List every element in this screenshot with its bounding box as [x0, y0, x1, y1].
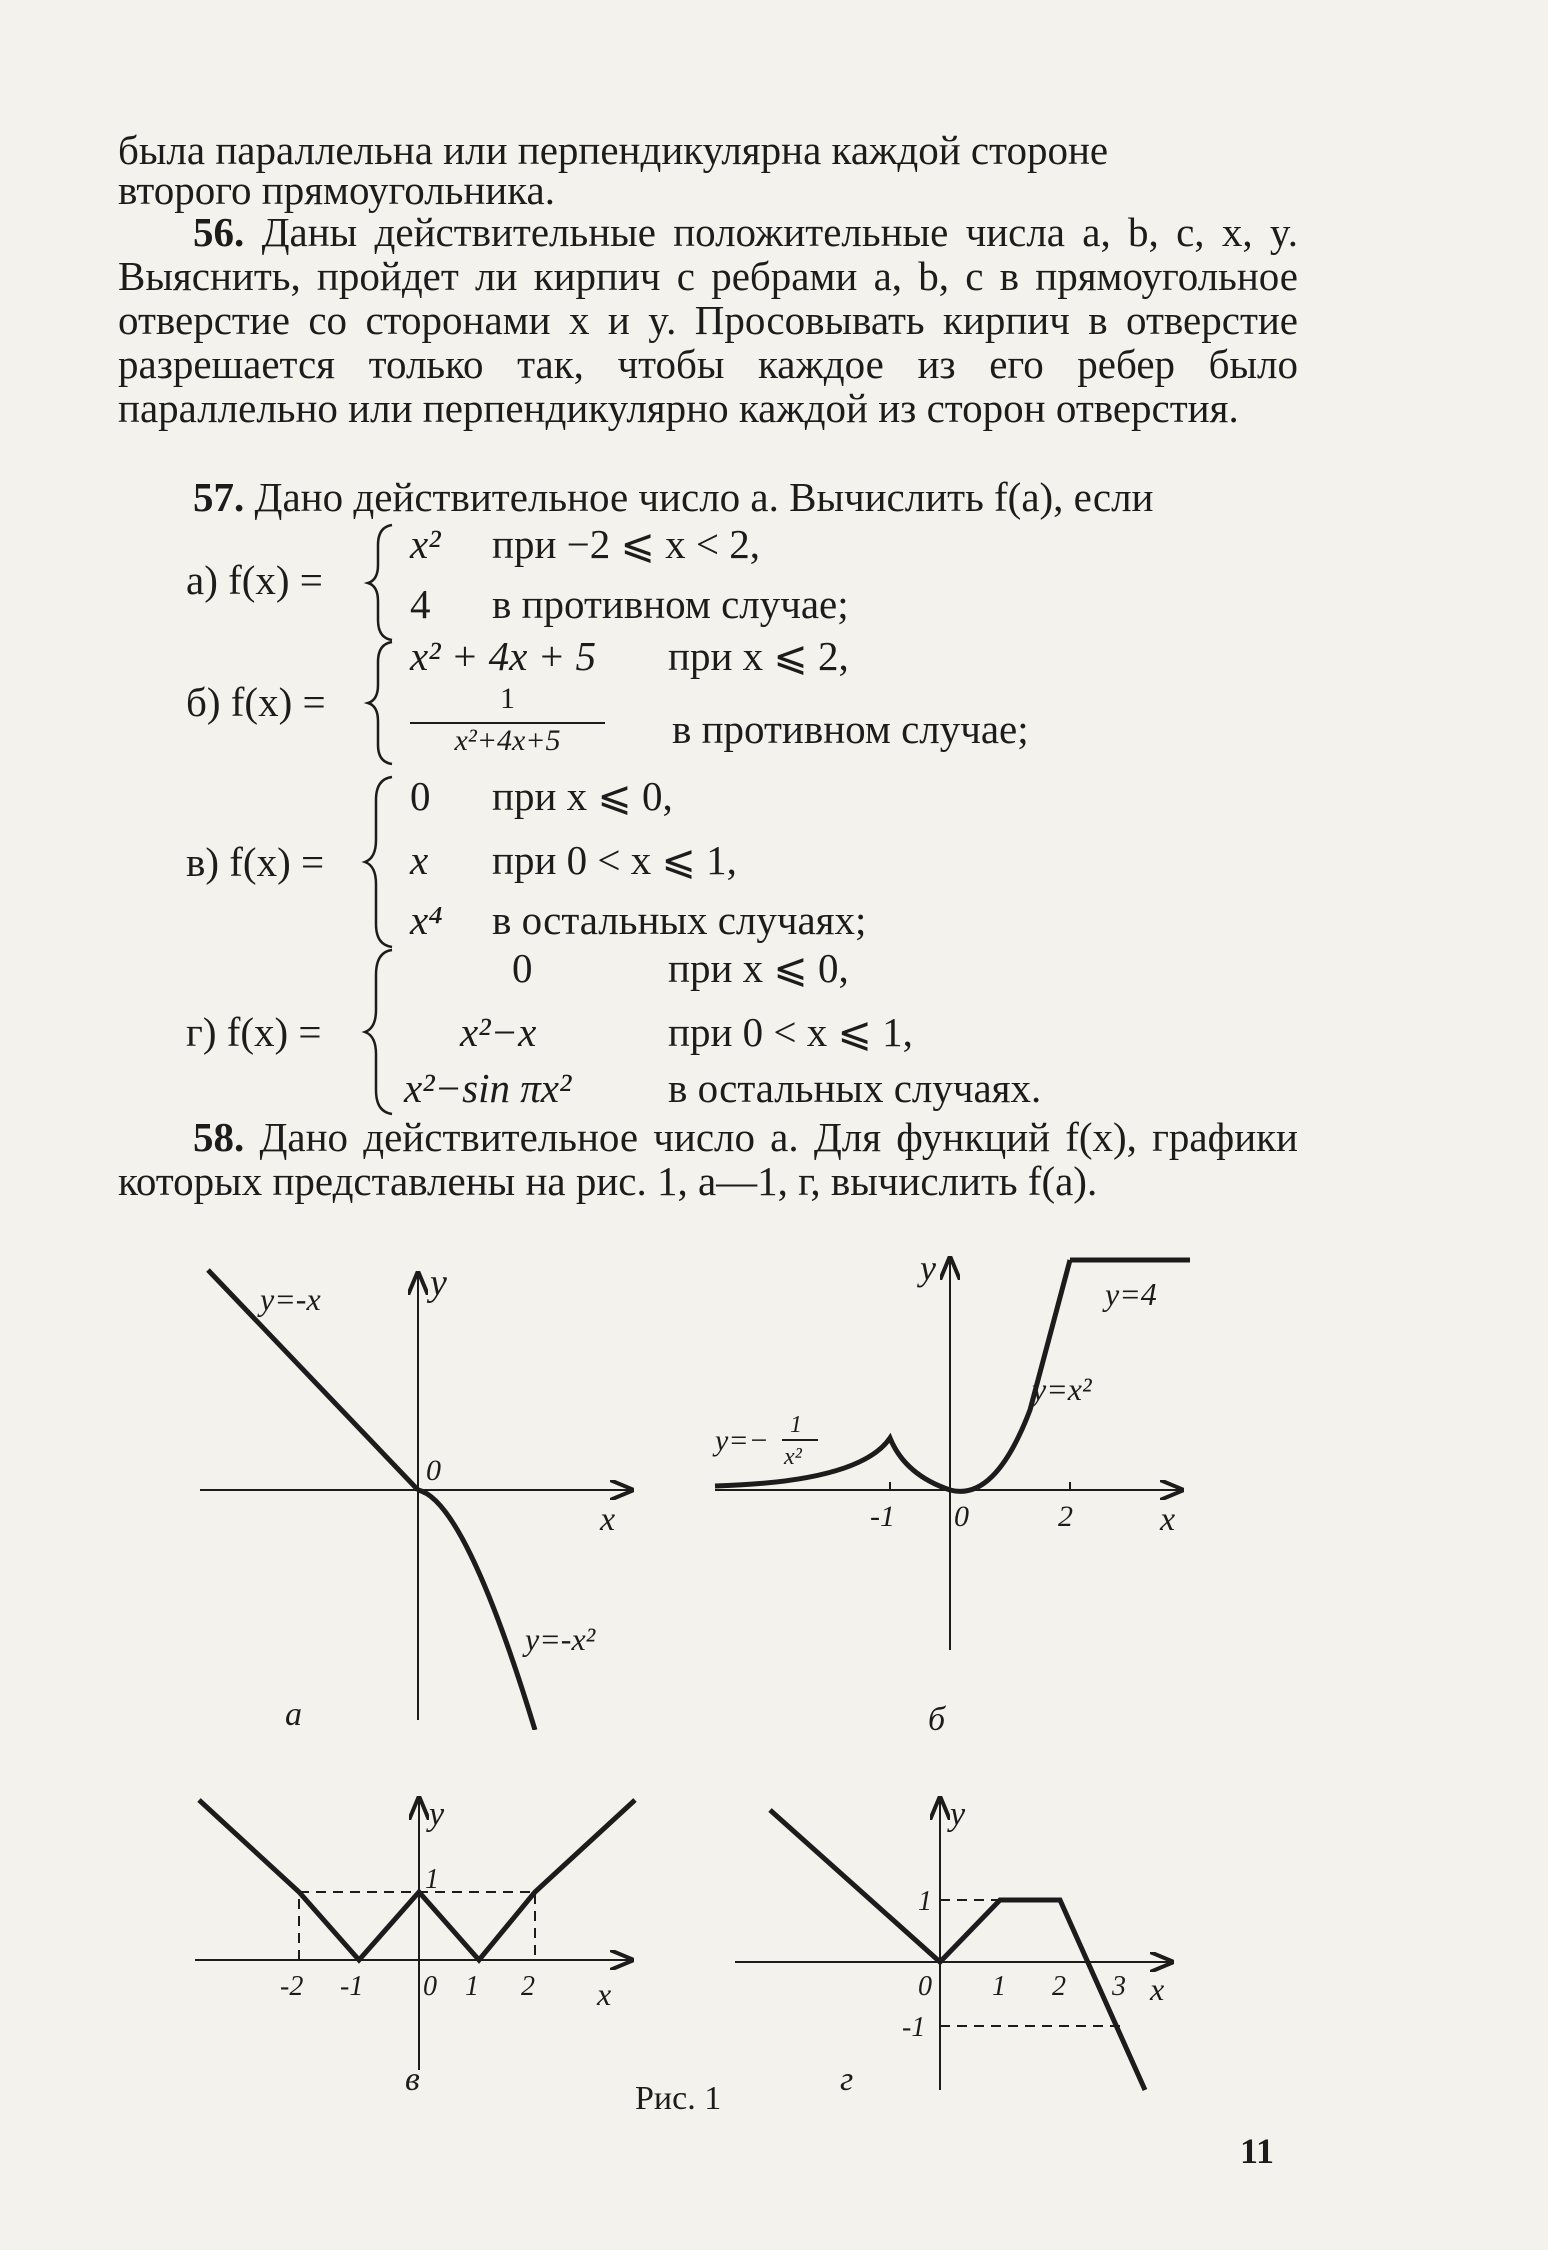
fig-g-tick-3: 3 — [1112, 1971, 1126, 2002]
fig-a-label-origin: 0 — [426, 1454, 441, 1487]
case-g-cond-2: при 0 < x ⩽ 1, — [668, 1009, 913, 1055]
case-g-expr-2: x²−x — [460, 1009, 537, 1055]
case-b-label: б) f(x) = — [186, 679, 326, 725]
fig-v-label-x: x — [597, 1976, 612, 2012]
brace-b — [368, 642, 392, 764]
case-a-expr-1: x² — [410, 521, 441, 567]
fig-g-caption: г — [840, 2061, 854, 2098]
case-g-cond-3: в остальных случаях. — [668, 1065, 1042, 1111]
figure-v — [185, 1790, 665, 2130]
problem-56 — [118, 210, 1298, 430]
fig-b-label-y: y — [920, 1250, 936, 1288]
fig-v-tick-2: 2 — [521, 1971, 535, 2002]
fig-v-tick-neg1: -1 — [340, 1971, 364, 2002]
fig-g-tick-1: 1 — [992, 1971, 1006, 2002]
fig-b-label-left-num: 1 — [790, 1412, 802, 1438]
case-g-expr-1: 0 — [512, 945, 533, 991]
case-v-cond-3: в остальных случаях; — [492, 897, 867, 943]
case-v-expr-2: x — [410, 837, 429, 883]
fig-a-label-line: y=-x — [260, 1281, 321, 1317]
fig-a-curve-parabola — [418, 1490, 535, 1730]
problem-57 — [118, 475, 1298, 519]
case-a-expr-2: 4 — [410, 581, 431, 627]
page-number: 11 — [1240, 2131, 1275, 2171]
fig-v-tick-neg2: -2 — [280, 1971, 304, 2002]
fig-b-label-x: x — [1160, 1501, 1176, 1538]
case-v-expr-3: x⁴ — [410, 897, 443, 943]
fig-g-label-x: x — [1150, 1971, 1165, 2007]
fig-a-label-x: x — [600, 1501, 616, 1538]
fig-b-label-mid: y=x² — [1032, 1371, 1092, 1407]
fig-g-label-yneg: -1 — [902, 2012, 926, 2043]
case-v-label: в) f(x) = — [186, 839, 325, 885]
figure-caption: Рис. 1 — [635, 2080, 722, 2117]
fig-a-label-parabola: y=-x² — [525, 1621, 596, 1657]
case-a-label: а) f(x) = — [186, 557, 323, 603]
fig-b-label-neg1: -1 — [870, 1500, 895, 1533]
intro-line-1: была параллельна или перпендикулярна каждой стороне — [118, 127, 1109, 173]
fig-b-label-left-den: x² — [784, 1444, 802, 1470]
brace-g — [365, 950, 392, 1114]
fig-a-caption: а — [285, 1696, 302, 1730]
problem-58-number: 58. — [193, 1114, 245, 1160]
figure-g — [730, 1790, 1190, 2140]
fig-v-caption: в — [405, 2061, 420, 2098]
problem-58-text: Дано действительное число a. Для функций f(x), графики которых представлены на рис. 1, a—1, г, вычислить f(a). — [118, 1114, 1299, 1204]
figure-a — [180, 1250, 660, 1730]
fig-g-curve — [770, 1810, 1145, 2090]
case-b-frac-den: x²+4x+5 — [454, 724, 561, 757]
problem-56-number: 56. — [193, 209, 245, 255]
problem-58 — [118, 1115, 1298, 1203]
fig-b-label-top: y=4 — [1105, 1276, 1157, 1312]
fig-v-tick-1: 1 — [465, 1971, 479, 2002]
fig-v-tick-0: 0 — [423, 1971, 437, 2002]
case-g-cond-1: при x ⩽ 0, — [668, 945, 849, 991]
brace-a — [368, 525, 392, 640]
fig-v-label-ytick: 1 — [425, 1864, 439, 1895]
fig-g-label-y: y — [950, 1796, 966, 1833]
fig-g-tick-2: 2 — [1052, 1971, 1066, 2002]
fig-v-dash-left — [299, 1892, 535, 1960]
problem-57-number: 57. — [193, 474, 245, 520]
case-g-label: г) f(x) = — [186, 1009, 322, 1055]
case-b-expr-1: x² + 4x + 5 — [410, 633, 597, 679]
case-v-cond-2: при 0 < x ⩽ 1, — [492, 837, 737, 883]
case-a-cond-2: в противном случае; — [492, 581, 849, 627]
fig-b-caption: б — [928, 1701, 946, 1738]
problem-57-text: Дано действительное число a. Вычислить f(a), если — [254, 474, 1154, 520]
case-b-frac-num: 1 — [500, 682, 515, 715]
fig-g-label-ypos: 1 — [918, 1886, 932, 1917]
case-v-expr-1: 0 — [410, 773, 431, 819]
intro-line-2: второго прямоугольника. — [118, 167, 555, 213]
case-v-cond-1: при x ⩽ 0, — [492, 773, 673, 819]
case-g-expr-3: x²−sin πx² — [404, 1065, 572, 1111]
brace-v — [365, 777, 392, 947]
fig-v-label-y: y — [429, 1796, 445, 1833]
fig-a-label-y: y — [430, 1262, 447, 1304]
fig-b-label-origin: 0 — [954, 1500, 969, 1533]
case-a-cond-1: при −2 ⩽ x < 2, — [492, 521, 760, 567]
fig-g-tick-0: 0 — [918, 1971, 932, 2002]
figure-b — [710, 1250, 1200, 1740]
fig-b-label-left-pre: y=− — [715, 1424, 769, 1457]
case-b-cond-2: в противном случае; — [672, 706, 1029, 752]
case-b-cond-1: при x ⩽ 2, — [668, 633, 849, 679]
fig-b-label-2: 2 — [1058, 1500, 1073, 1533]
problem-56-text: Даны действительные положительные числа a, b, c, x, y. Выяснить, пройдет ли кирпич с ребрами a, b, c в прямоугольное отверстие со сторонами x и y. Просовывать кирпич в отверстие разрешается только так, чтобы каждое из его ребер было параллельно или перпендикулярно каждой из сторон отверстия. — [118, 209, 1299, 431]
fig-v-curve — [199, 1800, 635, 1960]
